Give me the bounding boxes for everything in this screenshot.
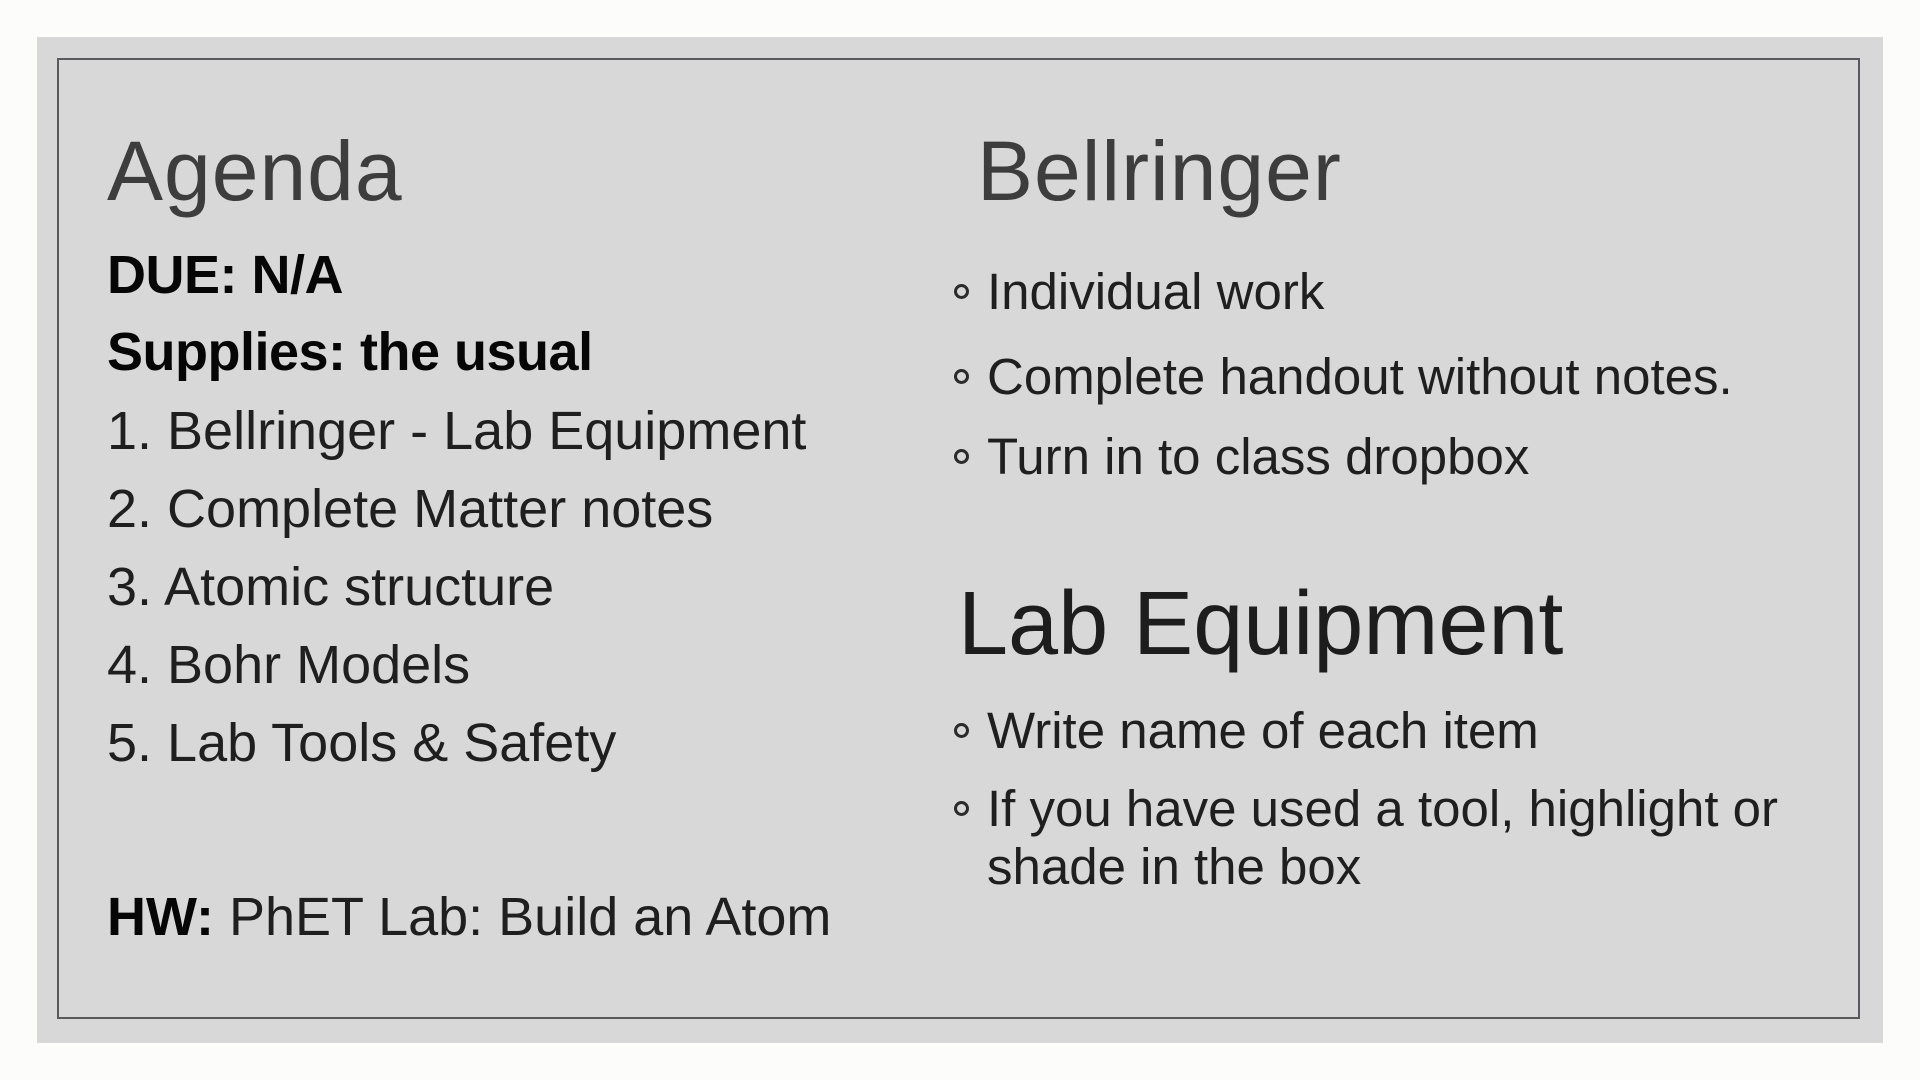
agenda-item-2: 2. Complete Matter notes	[107, 479, 714, 539]
bellringer-bullet-3	[954, 428, 1529, 486]
bellringer-bullet-1	[954, 263, 1324, 321]
due-line: DUE: N/A	[107, 245, 343, 305]
circle-bullet-icon	[954, 801, 969, 816]
circle-bullet-icon	[954, 723, 969, 738]
bullet-text: Complete handout without notes.	[987, 348, 1733, 405]
lab-equipment-bullet-1	[954, 702, 1539, 760]
agenda-item-1: 1. Bellringer - Lab Equipment	[107, 401, 807, 461]
agenda-item-5: 5. Lab Tools & Safety	[107, 713, 617, 773]
agenda-title: Agenda	[107, 124, 403, 218]
bullet-text: Turn in to class dropbox	[987, 428, 1530, 485]
circle-bullet-icon	[954, 284, 969, 299]
circle-bullet-icon	[954, 369, 969, 384]
bellringer-title: Bellringer	[977, 124, 1342, 218]
presentation-slide	[37, 37, 1883, 1043]
lab-equipment-title: Lab Equipment	[958, 574, 1564, 674]
homework-text: PhET Lab: Build an Atom	[228, 887, 832, 947]
homework-label: HW:	[107, 887, 214, 947]
bullet-text: Individual work	[987, 263, 1325, 320]
agenda-item-4: 4. Bohr Models	[107, 635, 471, 695]
supplies-line: Supplies: the usual	[107, 322, 593, 382]
homework-line	[107, 887, 832, 947]
bullet-text: If you have used a tool, highlight or shade in the box	[987, 780, 1779, 895]
agenda-item-3: 3. Atomic structure	[107, 557, 555, 617]
lab-equipment-bullet-2	[954, 780, 1797, 896]
bellringer-bullet-2	[954, 348, 1733, 406]
bullet-text: Write name of each item	[987, 702, 1539, 759]
circle-bullet-icon	[954, 449, 969, 464]
